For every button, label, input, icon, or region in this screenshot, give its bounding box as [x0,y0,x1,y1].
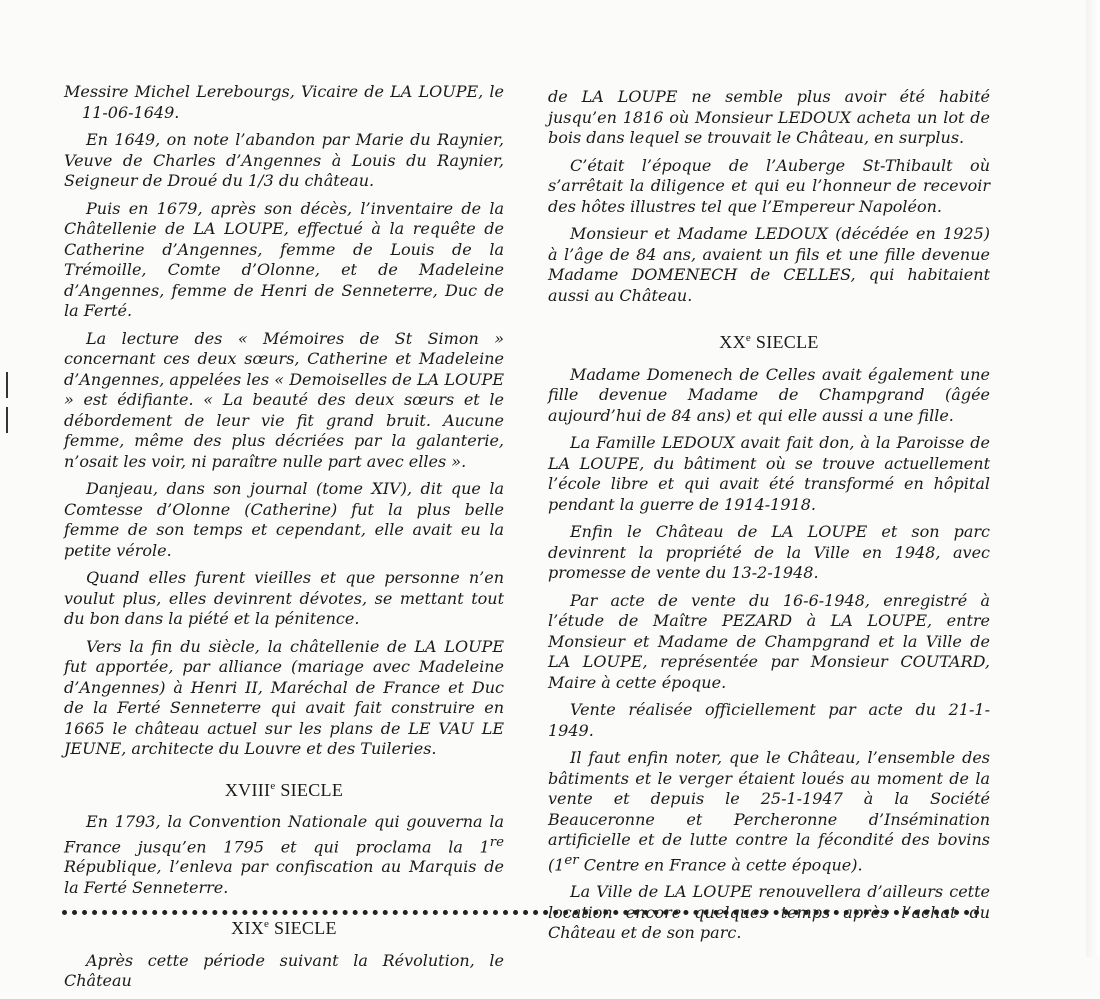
paragraph: Enfin le Château de LA LOUPE et son parc devinrent la propriété de la Ville en 1948, avec promesse de vente du 13-2-1948. [548,522,990,582]
paragraph-text: Centre en France à cette époque). [578,854,863,874]
paragraph: Vente réalisée officiellement par acte du 21-1-1949. [548,700,990,740]
paragraph: La lecture des « Mémoires de St Simon » concernant ces deux sœurs, Catherine et Madeleine d’Angennes, appelées les « Demoiselles de LA LOUPE » est édifiante. « La beauté des deux sœurs et le débordement de leur vie fit grand bruit. Aucune femme, même des plus décriées par la galanterie, n’osait les voir, ni paraître nulle part avec elles ». [64,328,504,471]
superscript: er [564,852,579,868]
section-heading-19th-century [64,914,504,939]
paragraph: Quand elles furent vieilles et que personne n’en voulut plus, elles devinrent dévotes, se mettant tout du bon dans la piété et la pénitence. [64,568,504,628]
paragraph: de LA LOUPE ne semble plus avoir été habité jusqu’en 1816 où Monsieur LEDOUX acheta un lot de bois dans lequel se trouvait le Château, en surplus. [548,87,990,147]
paragraph: Puis en 1679, après son décès, l’inventaire de la Châtellenie de LA LOUPE, effectué à la requête de Catherine d’Angennes, femme de Louis de la Trémoille, Comte d’Olonne, et de Madeleine d’Angennes, femme de Henri de Senneterre, Duc de la Ferté. [64,198,504,320]
heading-superscript: e [745,332,752,344]
heading-word: SIECLE [751,332,819,352]
paragraph: La Famille LEDOUX avait fait don, à la Paroisse de LA LOUPE, du bâtiment où se trouve actuellement l’école libre et qui avait été transformé en hôpital pendant la guerre de 1914-1918. [548,433,990,514]
paragraph: C’était l’époque de l’Auberge St-Thibault où s’arrêtait la diligence et qui eu l’honneur de recevoir des hôtes illustres tel que l’Empereur Napoléon. [548,155,990,216]
dotted-divider [62,910,980,915]
paragraph: Monsieur et Madame LEDOUX (décédée en 1925) à l’âge de 84 ans, avaient un fils et une fille devenue Madame DOMENECH de CELLES, qui habitaient aussi au Château. [548,224,990,305]
right-column [548,87,990,951]
paragraph-text: En 1793, la Convention Nationale qui gouverna la France jusqu’en 1795 et qui proclama la 1 [64,812,504,856]
paragraph: Vers la fin du siècle, la châtellenie de LA LOUPE fut apportée, par alliance (mariage avec Madeleine d’Angennes) à Henri II, Maréchal de France et Duc de la Ferté Senneterre qui avait fait construire en 1665 le château actuel sur les plans de LE VAU LE JEUNE, architecte du Louvre et des Tuileries. [64,636,504,758]
heading-superscript: e [264,918,270,931]
heading-superscript: e [270,779,276,792]
paragraph: Madame Domenech de Celles avait également une fille devenue Madame de Champgrand (âgée aujourd’hui de 84 ans) et qui elle aussi a une fille. [548,364,990,425]
paragraph [64,812,504,898]
paragraph: Messire Michel Lerebourgs, Vicaire de LA LOUPE, le 11-06-1649. [64,82,504,122]
superscript: re [489,834,504,850]
page-edge [1086,0,1100,957]
section-heading-18th-century [64,776,504,801]
paragraph: Danjeau, dans son journal (tome XIV), dit que la Comtesse d’Olonne (Catherine) fut la plus belle femme de son temps et cependant, elle avait eu la petite vérole. [64,479,504,560]
section-heading-20th-century [548,328,990,353]
margin-mark [6,407,8,433]
heading-roman: XVIII [224,779,271,800]
heading-roman: XX [719,332,746,352]
heading-roman: XIX [231,918,265,939]
heading-word: SIECLE [269,918,337,939]
paragraph-text: République, l’enleva par confiscation au Marquis de la Ferté Senneterre. [64,857,504,897]
paragraph: Après cette période suivant la Révolution, le Château [64,950,504,991]
paragraph [548,748,990,875]
paragraph-text: Il faut enfin noter, que le Château, l’ensemble des bâtiments et le verger étaient loués au moment de la vente et depuis le 25-1-1947 à la Société Beauceronne et Percheronne d’Insémination artificielle et de lutte contre la fécondité des bovins (1 [548,748,990,874]
left-column [64,82,504,999]
heading-word: SIECLE [275,779,344,800]
margin-mark [6,372,8,398]
paragraph: La Ville de LA LOUPE renouvellera d’ailleurs cette location encore quelques temps après l’achat du Château et de son parc. [548,882,990,943]
paragraph: Par acte de vente du 16-6-1948, enregistré à l’étude de Maître PEZARD à LA LOUPE, entre Monsieur et Madame de Champgrand et la Ville de LA LOUPE, représentée par Monsieur COUTARD, Maire à cette époque. [548,590,990,692]
paragraph: En 1649, on note l’abandon par Marie du Raynier, Veuve de Charles d’Angennes à Louis du Raynier, Seigneur de Droué du 1/3 du château. [64,130,504,190]
